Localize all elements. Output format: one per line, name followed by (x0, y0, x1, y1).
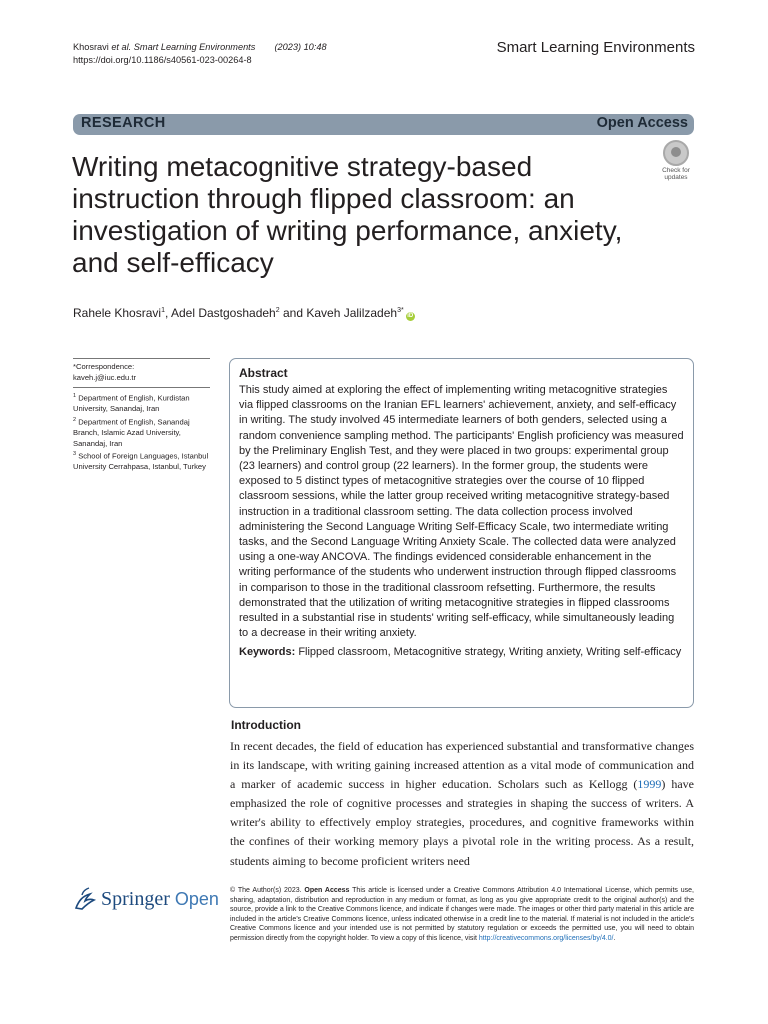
license-notice (230, 886, 694, 944)
publisher-suffix: Open (174, 889, 219, 909)
correspondence-label: *Correspondence: (73, 362, 135, 371)
abstract-heading: Abstract (239, 366, 288, 380)
journal-name: Smart Learning Environments (496, 39, 695, 56)
affiliation-number: 3 (73, 451, 77, 458)
correspondence-email[interactable]: kaveh.j@iuc.edu.tr (73, 372, 137, 382)
affiliation-text: School of Foreign Languages, Istanbul University Cerrahpasa, Istanbul, Turkey (73, 451, 209, 472)
author-affiliation-mark: 3* (397, 307, 404, 314)
check-updates-icon (663, 140, 689, 166)
affiliation-number: 1 (73, 393, 77, 400)
keywords (239, 645, 684, 660)
doi-link[interactable]: https://doi.org/10.1186/s40561-023-00264-8 (73, 55, 252, 65)
affiliation-item (73, 391, 210, 415)
article-type-banner (73, 114, 694, 135)
author-separator: and (279, 306, 307, 320)
author-name[interactable]: Adel Dastgoshadeh (170, 306, 276, 320)
running-header (73, 41, 327, 67)
author-affiliation-mark: 1 (161, 307, 165, 314)
license-link[interactable]: http://creativecommons.org/licenses/by/4.0/ (478, 934, 614, 942)
publisher-name: Springer (101, 888, 170, 910)
author-affiliation-mark: 2 (275, 307, 280, 314)
affiliations-sidebar (73, 358, 210, 473)
sidebar-divider (73, 387, 210, 388)
copyright-text: © The Author(s) 2023. (230, 887, 302, 894)
author-name[interactable]: Rahele Khosravi (73, 306, 162, 320)
affiliation-item (73, 415, 210, 449)
correspondence (73, 362, 210, 383)
check-for-updates-badge[interactable] (656, 140, 696, 180)
article-title: Writing metacognitive strategy-based instruction through flipped classroom: an investigation of writing performance, anxiety, and self-efficacy (72, 151, 623, 278)
header-journal-ref: et al. Smart Learning Environments (111, 42, 256, 52)
abstract-text: This study aimed at exploring the effect of implementing writing metacognitive strategies via flipped classrooms on the Iranian EFL learners' achievement, anxiety, and self-efficacy in writing. The study involved 45 intermediate learners of both genders, selected using a random convenience sampling method. The participants' English proficiency was measured by the Preliminary English Test, and they were placed in two groups: experimental group (23 learners) and control group (22 learners). In the former group, the students were exposed to 5 distinct types of metacognitive strategies over the course of 10 flipped classroom sessions, while the latter group received writing metacognitive strategy-based instruction in a traditional classroom setting. The data collection process involved administering the Second Language Writing Self-Efficacy Scale, two intermediate writing tasks, and the Second Language Writing Anxiety Scale. The collected data were analyzed using a one-way ANCOVA. The findings evidenced considerable enhancement in the writing performance of the students who underwent instruction through flipped classrooms in comparison to those in the traditional classroom refsetting. Furthermore, the results demonstrated that the utilization of writing metacognitive strategies in flipped classrooms resulted in a substantial rise in students' writing self-efficacy, while simultaneously leading to a decrease in their writing anxiety. (239, 384, 684, 640)
intro-text-part: In recent decades, the field of education has experienced substantial and transformative changes in its landscape, with writing gaining increased attention as a vital mode of communication and a marker of academic success in higher education. Scholars such as Kellogg ( (230, 739, 694, 792)
open-access-label: Open Access (596, 115, 688, 131)
keywords-label: Keywords: (239, 646, 296, 659)
author-list (73, 306, 415, 321)
license-text: This article is licensed under a Creative Commons Attribution 4.0 International License, which permits use, sharing, adaptation, distribution and reproduction in any medium or format, as long as you give appropriate credit to the original author(s) and the source, provide a link to the Creative Commons licence, and indicate if changes were made. The images or other third party material in this article are included in the article's Creative Commons licence, unless indicated otherwise in a credit line to the material. If material is not included in the article's Creative Commons licence and your intended use is not permitted by statutory regulation or exceeds the permitted use, you will need to obtain permission directly from the copyright holder. To view a copy of this licence, visit (230, 887, 694, 942)
keywords-list: Flipped classroom, Metacognitive strategy, Writing anxiety, Writing self-efficacy (298, 646, 682, 659)
check-updates-text: Check for updates (662, 167, 690, 181)
author-separator: , (164, 306, 171, 320)
sidebar-divider (73, 358, 210, 359)
header-author: Khosravi (73, 42, 109, 52)
article-type-label: RESEARCH (81, 115, 166, 131)
citation-link[interactable]: 1999 (637, 777, 662, 792)
affiliation-number: 2 (73, 416, 77, 423)
orcid-icon[interactable]: iD (407, 313, 414, 319)
affiliation-item (73, 449, 210, 473)
affiliation-text: Department of English, Kurdistan University, Sanandaj, Iran (73, 393, 190, 414)
springer-open-logo (73, 884, 223, 918)
header-year-volume: (2023) 10:48 (274, 42, 327, 52)
author-name[interactable]: Kaveh Jalilzadeh (306, 306, 398, 320)
section-heading-introduction: Introduction (231, 718, 301, 732)
abstract-box (229, 358, 694, 708)
springer-horse-icon (73, 886, 97, 912)
license-end: . (613, 934, 616, 942)
intro-text-part: ) have emphasized the role of cognitive processes and strategies in shaping the success of writers. A writer's ability to effectively employ strategies, procedures, and cognitive frameworks within the confines of their working memory plays a pivotal role in the writing process. As a result, students aiming to become proficient writers need (230, 777, 694, 868)
open-access-bold: Open Access (304, 887, 350, 894)
introduction-text (230, 737, 694, 871)
affiliation-text: Department of English, Sanandaj Branch, Islamic Azad University, Sanandaj, Iran (73, 417, 190, 448)
